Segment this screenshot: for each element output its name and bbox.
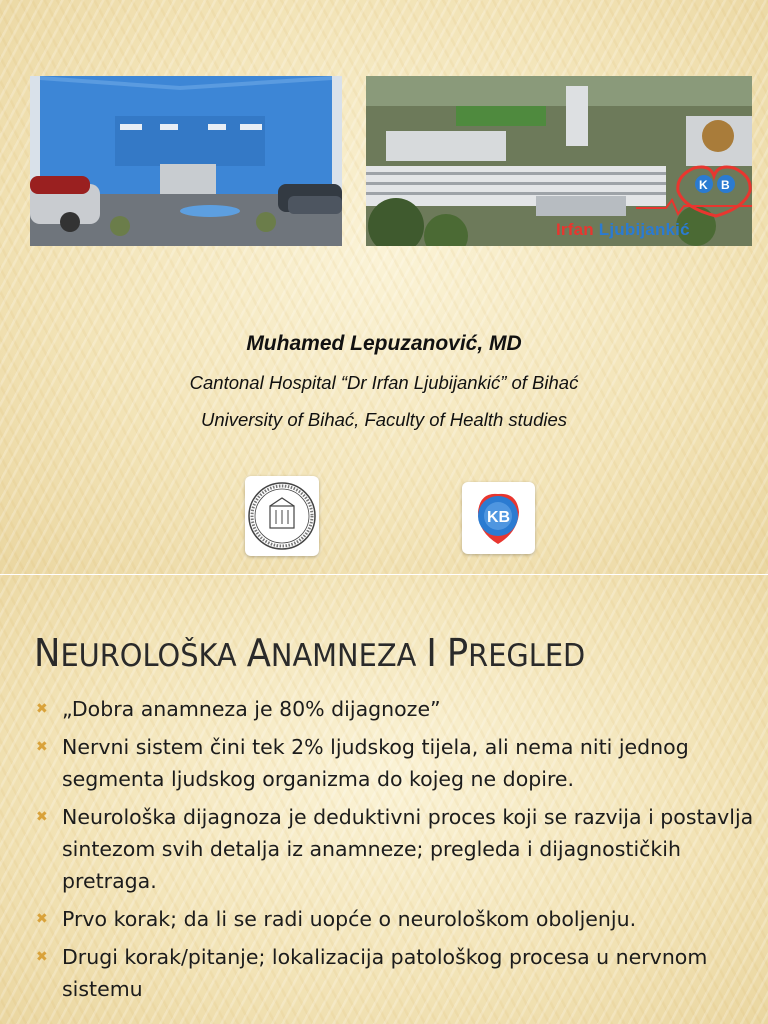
svg-text:KB: KB — [487, 509, 511, 526]
affiliation-university: University of Bihać, Faculty of Health studies — [200, 409, 568, 430]
bullet-text: Drugi korak/pitanje; lokalizacija patološkog procesa u nervnom sistemu — [62, 945, 708, 1001]
svg-text:K: K — [699, 178, 708, 192]
hospital-aerial-photo — [366, 76, 752, 246]
x-bullet-icon: ✖ — [36, 739, 48, 755]
bullet-item — [36, 941, 756, 1005]
bullet-text: „Dobra anamneza je 80% dijagnoze” — [62, 697, 441, 721]
faculty-building-photo — [30, 76, 342, 246]
x-bullet-icon: ✖ — [36, 809, 48, 825]
bullet-text: Nervni sistem čini tek 2% ljudskog tijela, ali nema niti jednog segmenta ljudskog organizma do kojeg ne dopire. — [62, 735, 689, 791]
slide-content — [0, 575, 768, 1024]
x-bullet-icon: ✖ — [36, 911, 48, 927]
bullet-list — [36, 693, 756, 1011]
slide-title-heading — [34, 631, 585, 675]
title-text: NEUROLOŠKA ANAMNEZA I PREGLED — [34, 631, 586, 675]
bullet-text: Prvo korak; da li se radi uopće o neurološkom oboljenju. — [62, 907, 637, 931]
svg-text:B: B — [721, 178, 730, 192]
hospital-logo-text: Irfan Ljubijankić — [556, 220, 690, 239]
bullet-item — [36, 693, 756, 725]
affiliation-hospital: Cantonal Hospital “Dr Irfan Ljubijankić” of Bihać — [189, 372, 579, 393]
x-bullet-icon: ✖ — [36, 949, 48, 965]
x-bullet-icon: ✖ — [36, 701, 48, 717]
bullet-item — [36, 903, 756, 935]
bullet-item — [36, 801, 756, 897]
university-seal-logo — [245, 476, 319, 556]
author-name: Muhamed Lepuzanović, MD — [246, 332, 522, 355]
bullet-item — [36, 731, 756, 795]
bullet-text: Neurološka dijagnoza je deduktivni proces koji se razvija i postavlja sintezom svih detalja iz anamneze; pregleda i dijagnostičkih pretraga. — [62, 805, 754, 893]
hospital-kb-logo — [462, 482, 535, 554]
